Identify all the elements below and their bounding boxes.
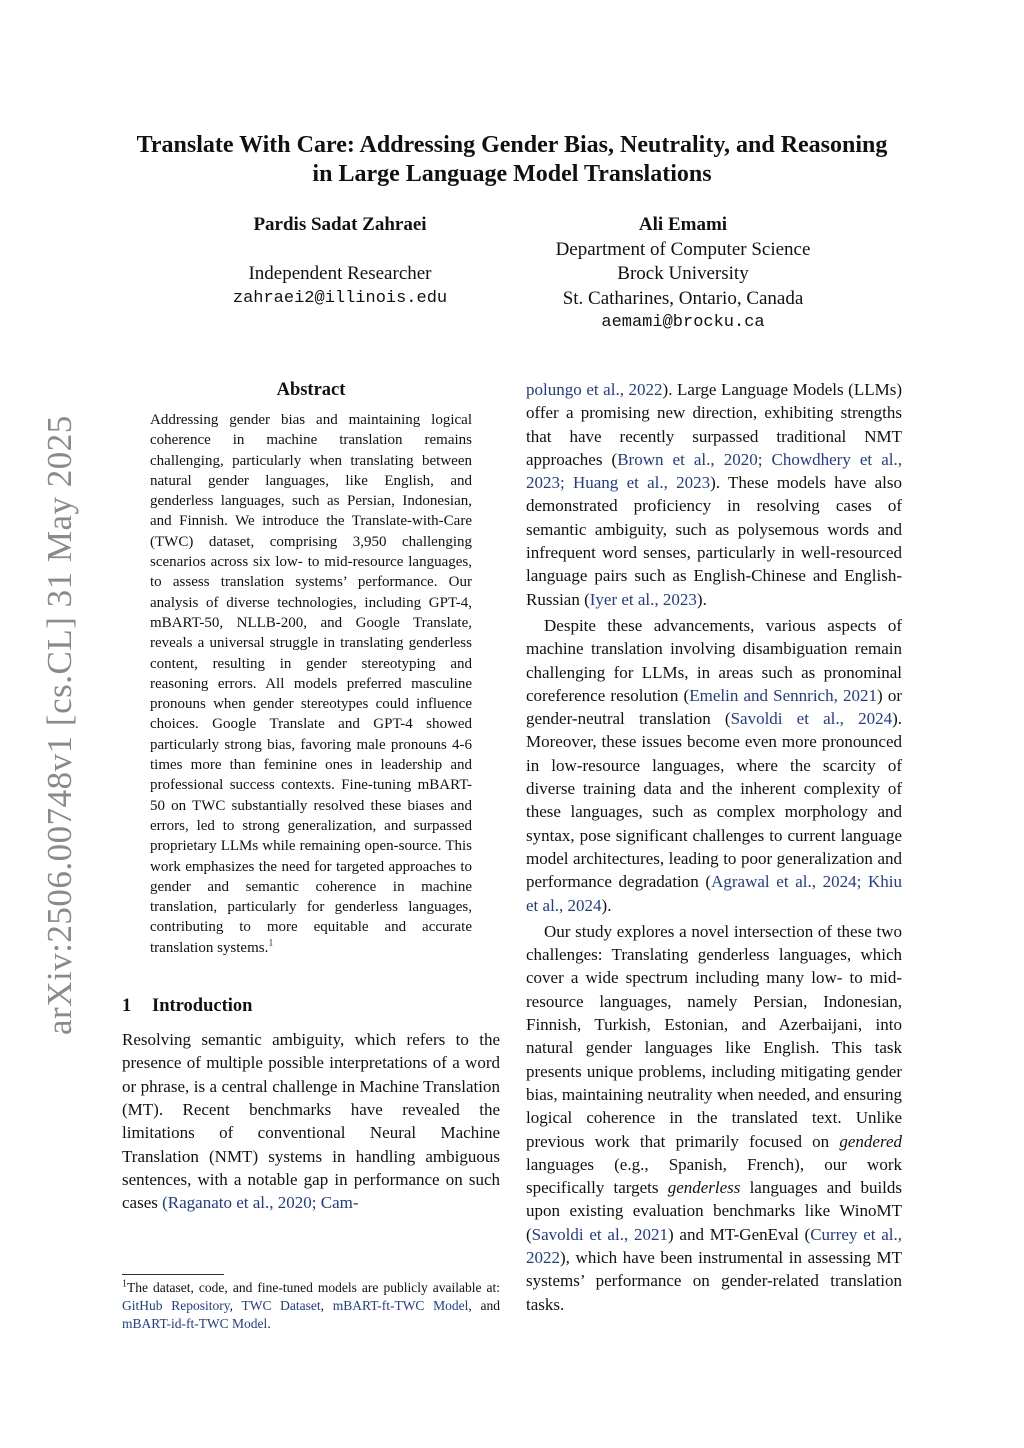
footnote-text: The dataset, code, and fine-tuned models are publicly available at: xyxy=(127,1280,500,1295)
mbart-id-ft-twc-model-link[interactable]: mBART-id-ft-TWC Model xyxy=(122,1316,268,1331)
twc-dataset-link[interactable]: TWC Dataset xyxy=(241,1298,321,1313)
abstract-body xyxy=(150,410,472,958)
separator: , xyxy=(229,1298,242,1313)
paragraph-text: ) and MT-GenEval ( xyxy=(667,1224,811,1244)
author-university: Brock University xyxy=(617,263,749,284)
paper-title xyxy=(100,131,924,189)
paragraph-text: ). xyxy=(696,589,707,609)
paragraph-text: Despite these advancements, various aspects of machine translation involving disambiguation remain challenging for LLMs, in areas such as pronominal coreference resolution ( xyxy=(526,615,902,705)
arxiv-identifier-stamp: arXiv:2506.00748v1 [cs.CL] 31 May 2025 xyxy=(40,415,79,1035)
citation-link[interactable]: Currey et al., 2022 xyxy=(526,1224,902,1267)
paragraph-text: ). Large Language Models (LLMs) offer a promising new direction, exhibiting strengths that have recently surpassed traditional NMT approaches ( xyxy=(526,380,902,469)
paragraph-text: ) or gender-neutral translation ( xyxy=(526,685,902,729)
author-name: Pardis Sadat Zahraei xyxy=(253,214,427,235)
footnote xyxy=(122,1279,500,1333)
title-line-2: in Large Language Model Translations xyxy=(312,161,712,187)
author-block-1 xyxy=(200,213,480,311)
intro-paragraph-1 xyxy=(122,1028,500,1214)
separator: . xyxy=(267,1316,271,1331)
intro-paragraph-2 xyxy=(526,614,902,917)
right-column xyxy=(526,378,902,1316)
section-title: Introduction xyxy=(152,996,253,1017)
paragraph-text: languages (e.g., Spanish, French), our work specifically targets xyxy=(526,1154,902,1198)
left-column xyxy=(122,378,500,1214)
author-affiliation: Independent Researcher xyxy=(248,263,432,284)
section-heading-introduction xyxy=(122,994,500,1018)
author-department: Department of Computer Science xyxy=(555,238,811,260)
paragraph-text: ). xyxy=(601,895,612,915)
section-number: 1 xyxy=(122,996,132,1017)
separator: , xyxy=(320,1298,333,1313)
author-block-2 xyxy=(520,213,846,336)
paragraph-text: Resolving semantic ambiguity, which refers to the presence of multiple possible interpretations of a word or phrase, is a central challenge in Machine Translation (MT). Recent benchmarks have revealed the limitations of conventional Neural Machine Translation (NMT) systems in handling ambiguous sentences, with a notable gap in performance on such cases xyxy=(122,1030,500,1213)
footnote-marker[interactable]: 1 xyxy=(268,937,274,949)
paragraph-text: Our study explores a novel intersection of these two challenges: Translating genderless languages, which cover a wide spectrum including many low- to mid-resource languages, namely Persian, Indonesian, Finnish, Turkish, Estonian, and Azerbaijani, into natural gender languages like English. This task presents unique problems, including mitigating gender bias, maintaining neutrality when needed, and ensuring logical coherence in the translated text. Unlike previous work that primarily focused on xyxy=(526,921,902,1151)
citation-link[interactable]: Savoldi et al., 2024 xyxy=(730,709,893,729)
author-name: Ali Emami xyxy=(638,214,728,235)
emphasis-text: genderless xyxy=(667,1178,741,1198)
citation-link[interactable]: Iyer et al., 2023 xyxy=(589,589,697,609)
citation-link[interactable]: (Raganato et al., 2020; Cam- xyxy=(162,1193,359,1213)
paragraph-text: languages and builds upon existing evaluation benchmarks like WinoMT ( xyxy=(526,1178,903,1244)
intro-paragraph-3 xyxy=(526,920,902,1316)
github-repository-link[interactable]: GitHub Repository xyxy=(122,1298,230,1313)
author-email[interactable]: aemami@brocku.ca xyxy=(601,313,765,332)
emphasis-text: gendered xyxy=(839,1131,902,1151)
citation-link[interactable]: Emelin and Sennrich, 2021 xyxy=(689,685,878,705)
abstract-heading: Abstract xyxy=(276,380,346,400)
footnote-divider xyxy=(122,1274,224,1275)
paragraph-text: ). Moreover, these issues become even more pronounced in low-resource languages, where the scarcity of diverse training data and the inherent complexity of these languages, such as complex morphology and syntax, pose significant challenges to current language model architectures, leading to poor generalization and performance degradation ( xyxy=(526,709,903,892)
paragraph-text: ). These models have also demonstrated proficiency in resolving cases of semantic ambiguity, such as polysemous words and infrequent word senses, particularly in well-resourced language pairs such as English-Chinese and English-Russian ( xyxy=(526,473,902,609)
footnote-number: 1 xyxy=(122,1278,127,1290)
separator: , and xyxy=(468,1298,500,1313)
author-email[interactable]: zahraei2@illinois.edu xyxy=(232,288,448,308)
author-location: St. Catharines, Ontario, Canada xyxy=(562,287,804,309)
abstract-text: Addressing gender bias and maintaining logical coherence in machine translation remains challenging, particularly when translating between natural gender languages, like English, and genderless languages, such as Persian, Indonesian, and Finnish. We introduce the Translate-with-Care (TWC) dataset, comprising 3,950 challenging scenarios across six low- to mid-resource languages, to assess translation systems’ performance. Our analysis of diverse technologies, including GPT-4, mBART-50, NLLB-200, and Google Translate, reveals a universal struggle in translating genderless content, resulting in gender stereotyping and reasoning errors. All models preferred masculine pronouns when gender stereotypes could influence choices. Google Translate and GPT-4 showed particularly strong bias, favoring male pronouns 4-6 times more than feminine ones in leadership and professional success contexts. Fine-tuning mBART-50 on TWC substantially resolved these biases and errors, led to strong generalization, and surpassed proprietary LLMs while remaining open-source. This work emphasizes the need for targeted approaches to gender and semantic coherence in machine translation, particularly for genderless languages, contributing to more equitable and accurate translation systems. xyxy=(150,412,472,956)
mbart-ft-twc-model-link[interactable]: mBART-ft-TWC Model xyxy=(332,1298,469,1313)
citation-link[interactable]: Agrawal et al., 2024; Khiu et al., 2024 xyxy=(526,872,903,915)
citation-link[interactable]: Savoldi et al., 2021 xyxy=(531,1224,668,1244)
citation-link[interactable]: Brown et al., 2020; Chowdhery et al., 2023; Huang et al., 2023 xyxy=(526,449,902,493)
intro-paragraph-1-continued xyxy=(526,378,902,611)
citation-link[interactable]: polungo et al., 2022 xyxy=(526,380,663,399)
paragraph-text: ), which have been instrumental in assessing MT systems’ performance on gender-related translation tasks. xyxy=(526,1247,902,1314)
title-line-1: Translate With Care: Addressing Gender Bias, Neutrality, and Reasoning xyxy=(136,132,888,158)
